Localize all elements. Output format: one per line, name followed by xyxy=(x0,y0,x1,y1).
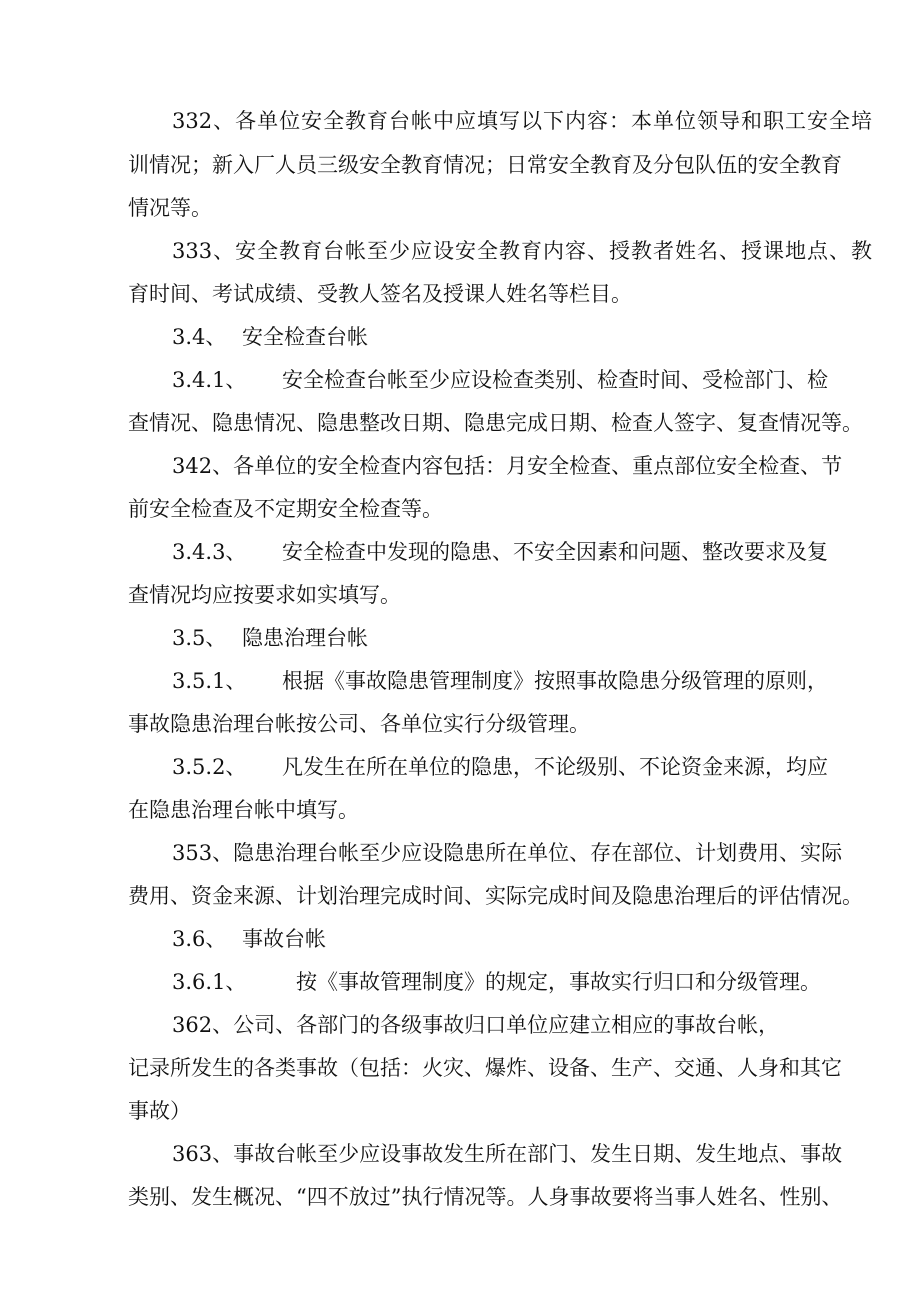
paragraph-3-5-1-line-2: 事故隐患治理台帐按公司、各单位实行分级管理。 xyxy=(128,712,590,736)
clause-text: 安全检查中发现的隐患、不安全因素和问题、整改要求及复 xyxy=(282,540,828,564)
paragraph-3-4-1-line-1 xyxy=(172,365,828,395)
section-title: 事故台帐 xyxy=(242,927,326,951)
paragraph-333-line-1: 333、安全教育台帐至少应设安全教育内容、授教者姓名、授课地点、教 xyxy=(172,239,872,263)
paragraph-332-line-1: 332、各单位安全教育台帐中应填写以下内容：本单位领导和职工安全培 xyxy=(172,109,872,133)
clause-number: 3.5.1、 xyxy=(172,669,247,693)
clause-text: 按《事故管理制度》的规定，事故实行归口和分级管理。 xyxy=(296,970,821,994)
paragraph-363-line-2: 类别、发生概况、“四不放过”执行情况等。人身事故要将当事人姓名、性别、 xyxy=(128,1185,843,1209)
section-number: 3.4、 xyxy=(172,325,227,349)
clause-number: 3.4.1、 xyxy=(172,368,247,392)
paragraph-3-5-2-line-2: 在隐患治理台帐中填写。 xyxy=(128,798,359,822)
paragraph-353-line-2: 费用、资金来源、计划治理完成时间、实际完成时间及隐患治理后的评估情况。 xyxy=(128,884,863,908)
clause-number: 3.4.3、 xyxy=(172,540,247,564)
paragraph-362-line-1: 362、公司、各部门的各级事故归口单位应建立相应的事故台帐， xyxy=(172,1013,780,1037)
section-3-6-heading xyxy=(172,924,872,954)
clause-text: 凡发生在所在单位的隐患，不论级别、不论资金来源，均应 xyxy=(282,755,828,779)
clause-text: 根据《事故隐患管理制度》按照事故隐患分级管理的原则， xyxy=(282,669,828,693)
paragraph-342-line-1: 342、各单位的安全检查内容包括：月安全检查、重点部位安全检查、节 xyxy=(172,454,843,478)
section-number: 3.6、 xyxy=(172,927,227,951)
section-3-5-heading xyxy=(172,623,872,653)
paragraph-3-5-2-line-1 xyxy=(172,752,828,782)
section-title: 安全检查台帐 xyxy=(242,325,368,349)
paragraph-3-4-3-line-2: 查情况均应按要求如实填写。 xyxy=(128,583,401,607)
paragraph-333-line-2: 育时间、考试成绩、受教人签名及授课人姓名等栏目。 xyxy=(128,282,632,306)
paragraph-332-line-2: 训情况；新入厂人员三级安全教育情况；日常安全教育及分包队伍的安全教育 xyxy=(128,153,842,177)
clause-number: 3.5.2、 xyxy=(172,755,247,779)
paragraph-3-4-1-line-2: 查情况、隐患情况、隐患整改日期、隐患完成日期、检查人签字、复查情况等。 xyxy=(128,411,863,435)
paragraph-353-line-1: 353、隐患治理台帐至少应设隐患所在单位、存在部位、计划费用、实际 xyxy=(172,841,843,865)
section-number: 3.5、 xyxy=(172,626,227,650)
paragraph-3-6-1-line-1 xyxy=(172,967,828,997)
section-title: 隐患治理台帐 xyxy=(242,626,368,650)
clause-number: 3.6.1、 xyxy=(172,970,247,994)
paragraph-3-5-1-line-1 xyxy=(172,666,828,696)
section-3-4-heading xyxy=(172,322,872,352)
paragraph-332-line-3: 情况等。 xyxy=(128,196,212,220)
paragraph-3-4-3-line-1 xyxy=(172,537,828,567)
clause-text: 安全检查台帐至少应设检查类别、检查时间、受检部门、检 xyxy=(282,368,828,392)
paragraph-342-line-2: 前安全检查及不定期安全检查等。 xyxy=(128,497,443,521)
paragraph-362-line-3: 事故） xyxy=(128,1099,191,1123)
paragraph-363-line-1: 363、事故台帐至少应设事故发生所在部门、发生日期、发生地点、事故 xyxy=(172,1142,843,1166)
paragraph-362-line-2: 记录所发生的各类事故（包括：火灾、爆炸、设备、生产、交通、人身和其它 xyxy=(128,1056,842,1080)
